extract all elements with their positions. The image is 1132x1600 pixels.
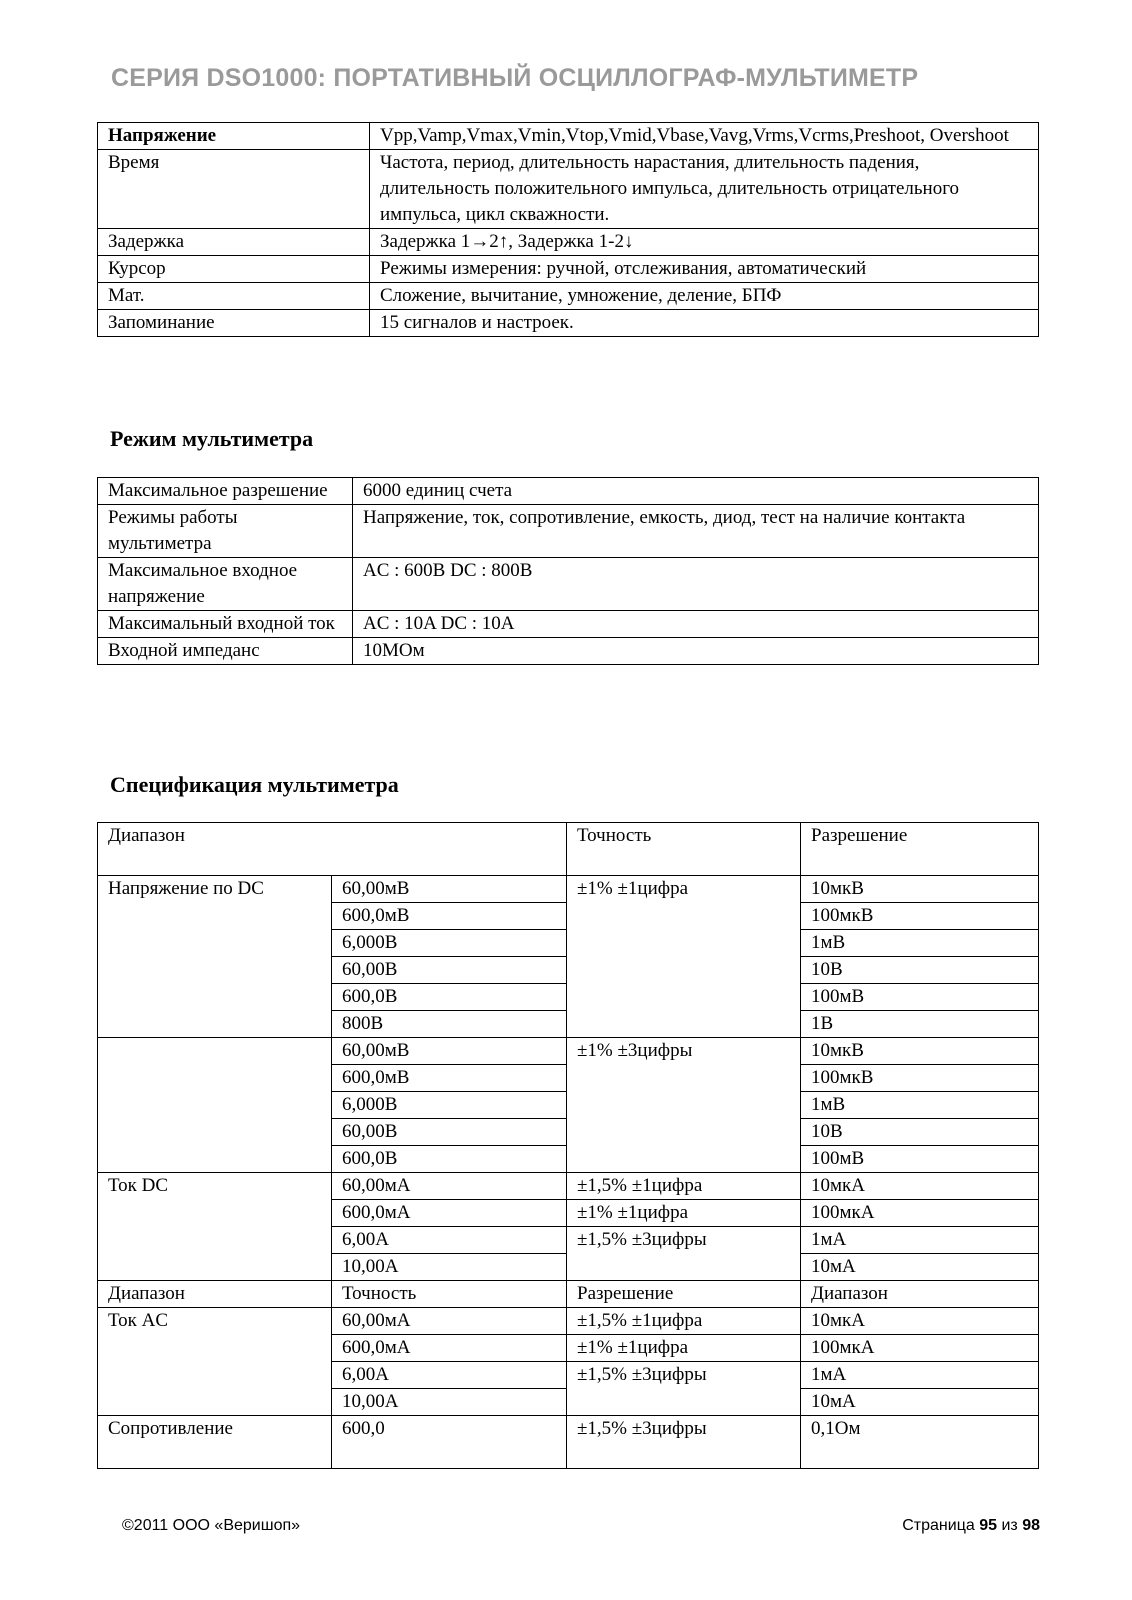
subheader-cell: Разрешение [567,1281,801,1308]
resolution-cell: 100мВ [801,984,1039,1011]
group-label [98,1038,332,1173]
range-cell: 6,000В [332,930,567,957]
footer-copyright: ©2011 ООО «Веришоп» [122,1517,301,1534]
range-cell: 60,00В [332,1119,567,1146]
resolution-cell: 100мкА [801,1335,1039,1362]
group-label: Сопротивление [98,1416,332,1469]
row-value: 15 сигналов и настроек. [370,310,1039,337]
section-heading-multimeter-spec: Спецификация мультиметра [110,772,399,797]
column-header-resolution: Разрешение [801,823,1039,876]
range-cell: 600,0В [332,1146,567,1173]
row-label: Мат. [98,283,370,310]
row-label: Задержка [98,229,370,256]
table-row [98,283,1039,310]
row-value: Напряжение, ток, сопротивление, емкость, диод, тест на наличие контакта [353,505,1039,558]
table-row [98,478,1039,505]
resolution-cell: 10мА [801,1389,1039,1416]
table-row [98,150,1039,229]
table-row [98,876,1039,903]
accuracy-cell: ±1,5% ±3цифры [567,1416,801,1469]
accuracy-cell: ±1,5% ±1цифра [567,1173,801,1200]
accuracy-cell: ±1% ±1цифра [567,876,801,1038]
row-label: Напряжение [98,123,370,150]
group-label: Ток AC [98,1308,332,1416]
row-value: 6000 единиц счета [353,478,1039,505]
page-total: 98 [1022,1517,1040,1534]
range-cell: 600,0мА [332,1335,567,1362]
row-value: 10МОм [353,638,1039,665]
row-label: Входной импеданс [98,638,353,665]
resolution-cell: 1мА [801,1362,1039,1389]
multimeter-mode-table [97,477,1039,665]
page-label: Страница [902,1517,975,1534]
resolution-cell: 0,1Ом [801,1416,1039,1469]
table-row [98,638,1039,665]
group-label: Напряжение по DC [98,876,332,1038]
range-cell: 600,0В [332,984,567,1011]
range-cell: 6,00А [332,1362,567,1389]
table-row [98,611,1039,638]
subheader-cell: Точность [332,1281,567,1308]
range-cell: 600,0мВ [332,903,567,930]
accuracy-cell: ±1% ±1цифра [567,1200,801,1227]
resolution-cell: 1В [801,1011,1039,1038]
range-cell: 60,00мВ [332,1038,567,1065]
section-heading-multimeter-mode: Режим мультиметра [110,426,314,451]
resolution-cell: 100мВ [801,1146,1039,1173]
accuracy-cell: ±1,5% ±1цифра [567,1308,801,1335]
subheader-cell: Диапазон [801,1281,1039,1308]
range-cell: 10,00А [332,1389,567,1416]
table-header-row [98,823,1039,876]
subheader-cell: Диапазон [98,1281,332,1308]
table-row [98,310,1039,337]
row-label: Максимальное разрешение [98,478,353,505]
resolution-cell: 10мкА [801,1173,1039,1200]
range-cell: 600,0 [332,1416,567,1469]
resolution-cell: 1мВ [801,1092,1039,1119]
page-header-title: СЕРИЯ DSO1000: ПОРТАТИВНЫЙ ОСЦИЛЛОГРАФ-МУЛЬТИМЕТР [111,64,919,92]
footer-page-number [902,1517,1040,1535]
row-label: Запоминание [98,310,370,337]
resolution-cell: 10мкА [801,1308,1039,1335]
table-row [98,1173,1039,1200]
row-value: Задержка 1→2↑, Задержка 1-2↓ [370,229,1039,256]
range-cell: 6,00А [332,1227,567,1254]
accuracy-cell: ±1,5% ±3цифры [567,1227,801,1281]
row-value: Сложение, вычитание, умножение, деление, БПФ [370,283,1039,310]
row-label: Курсор [98,256,370,283]
row-value: AC : 600В DC : 800В [353,558,1039,611]
resolution-cell: 10В [801,1119,1039,1146]
range-cell: 800В [332,1011,567,1038]
row-value: AC : 10A DC : 10A [353,611,1039,638]
row-label: Режимы работы мультиметра [98,505,353,558]
table-row [98,1038,1039,1065]
table-row [98,505,1039,558]
row-label: Максимальный входной ток [98,611,353,638]
column-header-range: Диапазон [98,823,567,876]
resolution-cell: 10мкВ [801,1038,1039,1065]
range-cell: 10,00А [332,1254,567,1281]
table-row [98,558,1039,611]
row-value: Vpp,Vamp,Vmax,Vmin,Vtop,Vmid,Vbase,Vavg,Vrms,Vcrms,Preshoot, Overshoot [370,123,1039,150]
table-row [98,256,1039,283]
range-cell: 6,000В [332,1092,567,1119]
table-subheader-row [98,1281,1039,1308]
resolution-cell: 100мкВ [801,903,1039,930]
resolution-cell: 10мкВ [801,876,1039,903]
row-value: Частота, период, длительность нарастания, длительность падения, длительность положительного импульса, длительность отрицательного импульса, цикл скважности. [370,150,1039,229]
resolution-cell: 100мкВ [801,1065,1039,1092]
range-cell: 60,00мА [332,1173,567,1200]
resolution-cell: 1мА [801,1227,1039,1254]
page-separator: из [1001,1517,1018,1534]
table-row [98,123,1039,150]
accuracy-cell: ±1% ±1цифра [567,1335,801,1362]
accuracy-cell: ±1,5% ±3цифры [567,1362,801,1416]
resolution-cell: 100мкА [801,1200,1039,1227]
resolution-cell: 10В [801,957,1039,984]
column-header-accuracy: Точность [567,823,801,876]
range-cell: 60,00мВ [332,876,567,903]
measurement-table [97,122,1039,337]
page-current: 95 [979,1517,998,1534]
row-value: Режимы измерения: ручной, отслеживания, автоматический [370,256,1039,283]
table-row [98,229,1039,256]
row-label: Время [98,150,370,229]
range-cell: 60,00мА [332,1308,567,1335]
group-label: Ток DC [98,1173,332,1281]
range-cell: 600,0мВ [332,1065,567,1092]
resolution-cell: 1мВ [801,930,1039,957]
range-cell: 600,0мА [332,1200,567,1227]
resolution-cell: 10мА [801,1254,1039,1281]
multimeter-spec-table [97,822,1039,1469]
range-cell: 60,00В [332,957,567,984]
row-label: Максимальное входное напряжение [98,558,353,611]
table-row [98,1416,1039,1469]
table-row [98,1308,1039,1335]
accuracy-cell: ±1% ±3цифры [567,1038,801,1173]
